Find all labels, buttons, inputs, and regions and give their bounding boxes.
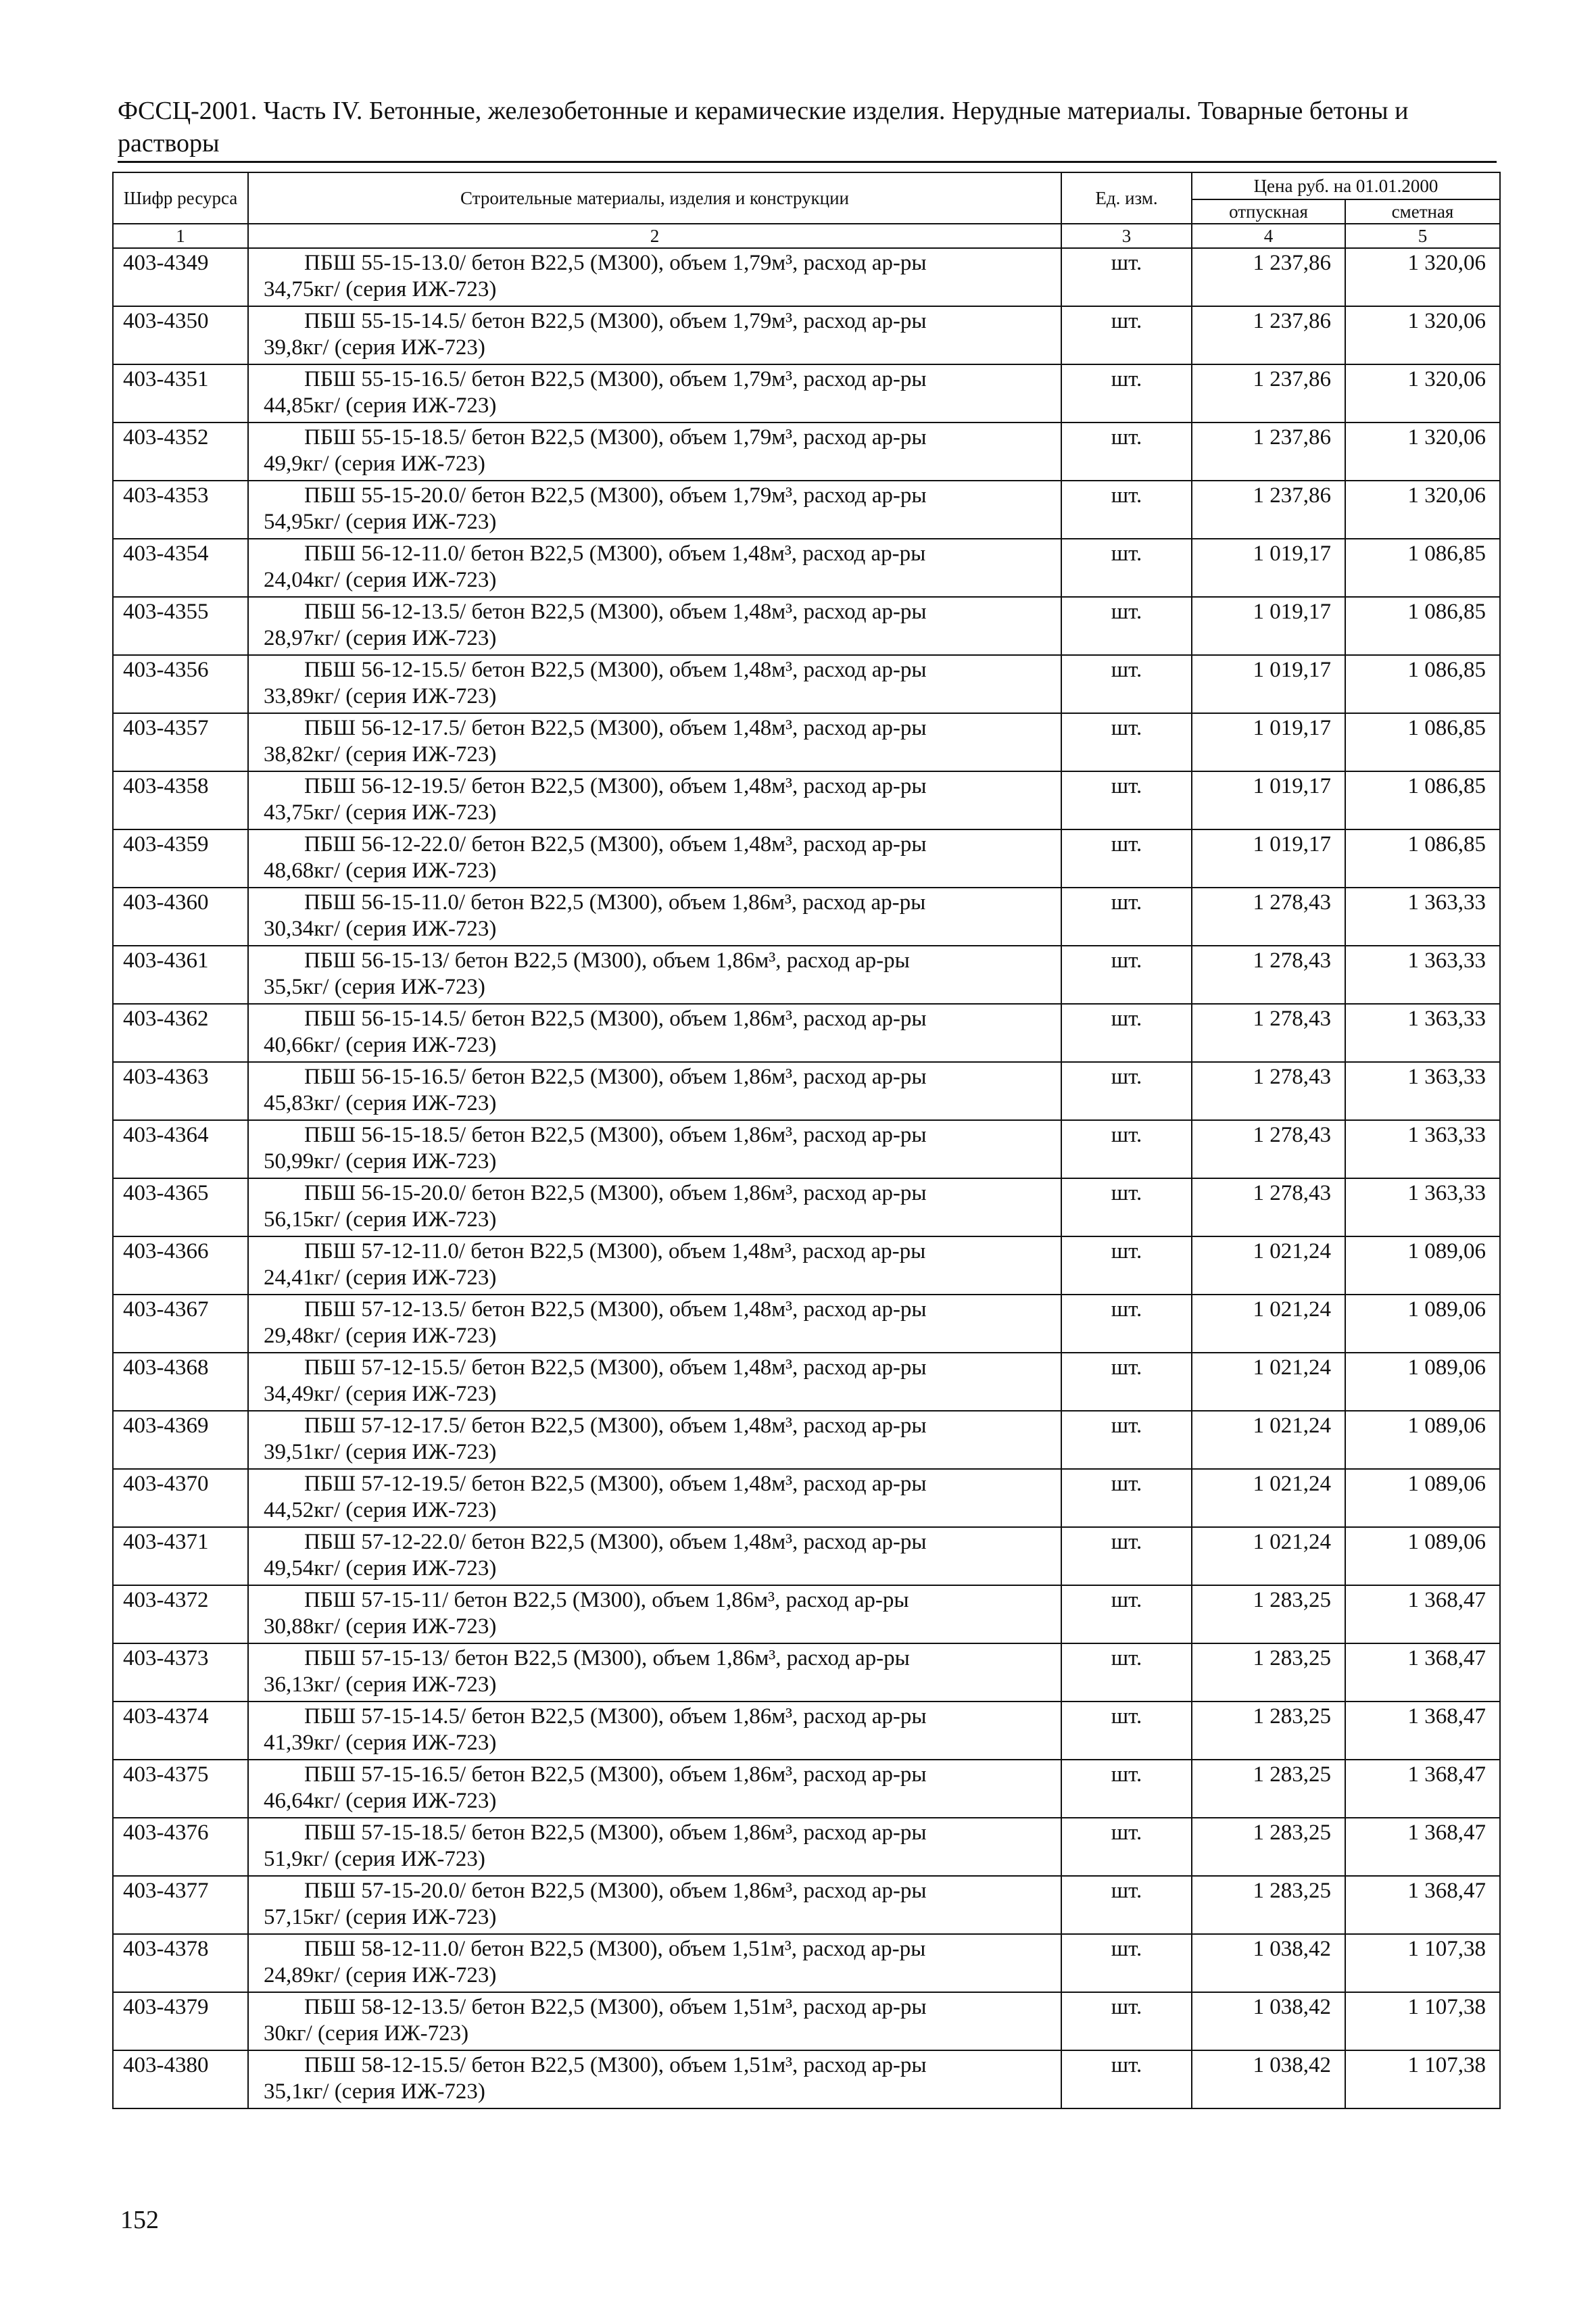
- unit: шт.: [1061, 1236, 1192, 1295]
- description-line-1: ПБШ 56-12-11.0/ бетон В22,5 (М300), объем 1,48м³, расход ар-ры: [304, 541, 926, 566]
- unit: шт.: [1061, 1353, 1192, 1411]
- resource-code: 403-4359: [113, 829, 248, 888]
- col-header-code: Шифр ресурса: [113, 172, 248, 224]
- release-price: 1 237,86: [1192, 306, 1345, 364]
- unit: шт.: [1061, 1992, 1192, 2050]
- description-line-1: ПБШ 58-12-11.0/ бетон В22,5 (М300), объем 1,51м³, расход ар-ры: [304, 1937, 926, 1961]
- description-line-1: ПБШ 58-12-13.5/ бетон В22,5 (М300), объем 1,51м³, расход ар-ры: [304, 1995, 927, 2019]
- material-description: [248, 1876, 1061, 1934]
- description-line-1: ПБШ 56-15-11.0/ бетон В22,5 (М300), объем 1,86м³, расход ар-ры: [304, 890, 926, 915]
- material-description: [248, 1585, 1061, 1643]
- estimate-price: 1 368,47: [1345, 1585, 1500, 1643]
- unit: шт.: [1061, 481, 1192, 539]
- material-description: [248, 1818, 1061, 1876]
- resource-code: 403-4379: [113, 1992, 248, 2050]
- description-line-1: ПБШ 57-15-11/ бетон В22,5 (М300), объем 1,86м³, расход ар-ры: [304, 1588, 909, 1612]
- release-price: 1 021,24: [1192, 1353, 1345, 1411]
- description-line-2: 44,85кг/ (серия ИЖ-723): [264, 393, 497, 418]
- material-description: [248, 481, 1061, 539]
- resource-code: 403-4366: [113, 1236, 248, 1295]
- material-description: [248, 539, 1061, 597]
- material-description: [248, 1702, 1061, 1760]
- description-line-2: 24,41кг/ (серия ИЖ-723): [264, 1265, 497, 1290]
- estimate-price: 1 086,85: [1345, 597, 1500, 655]
- material-description: [248, 829, 1061, 888]
- table-row: [113, 771, 1500, 829]
- resource-code: 403-4380: [113, 2050, 248, 2108]
- table-row: [113, 364, 1500, 423]
- description-line-2: 28,97кг/ (серия ИЖ-723): [264, 626, 497, 650]
- resource-code: 403-4363: [113, 1062, 248, 1120]
- description-line-2: 36,13кг/ (серия ИЖ-723): [264, 1672, 497, 1697]
- description-line-2: 40,66кг/ (серия ИЖ-723): [264, 1033, 497, 1057]
- description-line-2: 34,75кг/ (серия ИЖ-723): [264, 277, 497, 301]
- unit: шт.: [1061, 829, 1192, 888]
- estimate-price: 1 086,85: [1345, 655, 1500, 713]
- table-row: [113, 1818, 1500, 1876]
- col-number: 4: [1192, 224, 1345, 248]
- resource-code: 403-4370: [113, 1469, 248, 1527]
- resource-code: 403-4369: [113, 1411, 248, 1469]
- description-line-2: 34,49кг/ (серия ИЖ-723): [264, 1382, 497, 1406]
- release-price: 1 038,42: [1192, 1934, 1345, 1992]
- col-header-description: Строительные материалы, изделия и конструкции: [248, 172, 1061, 224]
- page-title: ФССЦ-2001. Часть IV. Бетонные, железобетонные и керамические изделия. Нерудные материалы. Товарные бетоны и растворы: [118, 95, 1497, 163]
- unit: шт.: [1061, 1120, 1192, 1178]
- unit: шт.: [1061, 1411, 1192, 1469]
- material-description: [248, 1178, 1061, 1236]
- release-price: 1 278,43: [1192, 1120, 1345, 1178]
- description-line-2: 24,04кг/ (серия ИЖ-723): [264, 568, 497, 592]
- resource-code: 403-4350: [113, 306, 248, 364]
- estimate-price: 1 107,38: [1345, 2050, 1500, 2108]
- unit: шт.: [1061, 1295, 1192, 1353]
- estimate-price: 1 089,06: [1345, 1353, 1500, 1411]
- table-row: [113, 2050, 1500, 2108]
- estimate-price: 1 107,38: [1345, 1992, 1500, 2050]
- unit: шт.: [1061, 1004, 1192, 1062]
- description-line-2: 41,39кг/ (серия ИЖ-723): [264, 1731, 497, 1755]
- estimate-price: 1 320,06: [1345, 248, 1500, 306]
- unit: шт.: [1061, 248, 1192, 306]
- unit: шт.: [1061, 364, 1192, 423]
- col-number: 5: [1345, 224, 1500, 248]
- release-price: 1 021,24: [1192, 1469, 1345, 1527]
- release-price: 1 283,25: [1192, 1760, 1345, 1818]
- unit: шт.: [1061, 1178, 1192, 1236]
- description-line-2: 54,95кг/ (серия ИЖ-723): [264, 510, 497, 534]
- material-description: [248, 1643, 1061, 1702]
- table-row: [113, 1760, 1500, 1818]
- description-line-2: 49,9кг/ (серия ИЖ-723): [264, 452, 485, 476]
- description-line-1: ПБШ 56-15-16.5/ бетон В22,5 (М300), объем 1,86м³, расход ар-ры: [304, 1065, 927, 1089]
- material-description: [248, 248, 1061, 306]
- material-description: [248, 597, 1061, 655]
- resource-code: 403-4362: [113, 1004, 248, 1062]
- estimate-price: 1 086,85: [1345, 713, 1500, 771]
- description-line-2: 46,64кг/ (серия ИЖ-723): [264, 1789, 497, 1813]
- resource-code: 403-4365: [113, 1178, 248, 1236]
- material-description: [248, 1469, 1061, 1527]
- estimate-price: 1 089,06: [1345, 1411, 1500, 1469]
- material-description: [248, 888, 1061, 946]
- description-line-2: 56,15кг/ (серия ИЖ-723): [264, 1207, 497, 1232]
- price-table: [112, 172, 1501, 2109]
- table-row: [113, 1469, 1500, 1527]
- material-description: [248, 364, 1061, 423]
- table-row: [113, 1527, 1500, 1585]
- description-line-2: 35,5кг/ (серия ИЖ-723): [264, 975, 485, 999]
- release-price: 1 237,86: [1192, 423, 1345, 481]
- resource-code: 403-4358: [113, 771, 248, 829]
- description-line-2: 57,15кг/ (серия ИЖ-723): [264, 1905, 497, 1929]
- description-line-1: ПБШ 58-12-15.5/ бетон В22,5 (М300), объем 1,51м³, расход ар-ры: [304, 2053, 927, 2077]
- unit: шт.: [1061, 713, 1192, 771]
- col-header-price-group: Цена руб. на 01.01.2000: [1192, 172, 1500, 199]
- material-description: [248, 1760, 1061, 1818]
- resource-code: 403-4360: [113, 888, 248, 946]
- release-price: 1 019,17: [1192, 539, 1345, 597]
- table-row: [113, 1120, 1500, 1178]
- description-line-2: 30,34кг/ (серия ИЖ-723): [264, 917, 497, 941]
- col-number: 2: [248, 224, 1061, 248]
- table-row: [113, 1295, 1500, 1353]
- table-header: [113, 172, 1500, 248]
- unit: шт.: [1061, 771, 1192, 829]
- material-description: [248, 2050, 1061, 2108]
- unit: шт.: [1061, 655, 1192, 713]
- estimate-price: 1 320,06: [1345, 364, 1500, 423]
- resource-code: 403-4367: [113, 1295, 248, 1353]
- resource-code: 403-4368: [113, 1353, 248, 1411]
- estimate-price: 1 368,47: [1345, 1818, 1500, 1876]
- estimate-price: 1 363,33: [1345, 946, 1500, 1004]
- release-price: 1 283,25: [1192, 1702, 1345, 1760]
- material-description: [248, 1353, 1061, 1411]
- release-price: 1 021,24: [1192, 1527, 1345, 1585]
- description-line-2: 50,99кг/ (серия ИЖ-723): [264, 1149, 497, 1174]
- description-line-2: 43,75кг/ (серия ИЖ-723): [264, 800, 497, 825]
- release-price: 1 021,24: [1192, 1236, 1345, 1295]
- unit: шт.: [1061, 946, 1192, 1004]
- description-line-1: ПБШ 56-15-13/ бетон В22,5 (М300), объем 1,86м³, расход ар-ры: [304, 948, 910, 973]
- release-price: 1 237,86: [1192, 248, 1345, 306]
- page-number: 152: [120, 2206, 159, 2234]
- description-line-2: 33,89кг/ (серия ИЖ-723): [264, 684, 497, 708]
- release-price: 1 237,86: [1192, 364, 1345, 423]
- estimate-price: 1 320,06: [1345, 481, 1500, 539]
- table-row: [113, 829, 1500, 888]
- release-price: 1 019,17: [1192, 655, 1345, 713]
- material-description: [248, 946, 1061, 1004]
- estimate-price: 1 368,47: [1345, 1876, 1500, 1934]
- estimate-price: 1 089,06: [1345, 1295, 1500, 1353]
- release-price: 1 278,43: [1192, 1062, 1345, 1120]
- description-line-1: ПБШ 56-12-22.0/ бетон В22,5 (М300), объем 1,48м³, расход ар-ры: [304, 832, 927, 857]
- estimate-price: 1 320,06: [1345, 423, 1500, 481]
- estimate-price: 1 363,33: [1345, 1062, 1500, 1120]
- description-line-2: 30кг/ (серия ИЖ-723): [264, 2021, 469, 2046]
- description-line-2: 39,8кг/ (серия ИЖ-723): [264, 335, 485, 360]
- table-row: [113, 1585, 1500, 1643]
- release-price: 1 237,86: [1192, 481, 1345, 539]
- resource-code: 403-4372: [113, 1585, 248, 1643]
- description-line-1: ПБШ 55-15-14.5/ бетон В22,5 (М300), объем 1,79м³, расход ар-ры: [304, 309, 927, 333]
- table-row: [113, 1411, 1500, 1469]
- unit: шт.: [1061, 888, 1192, 946]
- table-body: [113, 248, 1500, 2108]
- table-row: [113, 481, 1500, 539]
- unit: шт.: [1061, 1062, 1192, 1120]
- unit: шт.: [1061, 2050, 1192, 2108]
- resource-code: 403-4351: [113, 364, 248, 423]
- description-line-2: 30,88кг/ (серия ИЖ-723): [264, 1614, 497, 1639]
- material-description: [248, 1120, 1061, 1178]
- estimate-price: 1 363,33: [1345, 1178, 1500, 1236]
- table-row: [113, 1934, 1500, 1992]
- estimate-price: 1 363,33: [1345, 1004, 1500, 1062]
- description-line-1: ПБШ 57-15-20.0/ бетон В22,5 (М300), объем 1,86м³, расход ар-ры: [304, 1879, 927, 1903]
- description-line-1: ПБШ 57-12-11.0/ бетон В22,5 (М300), объем 1,48м³, расход ар-ры: [304, 1239, 926, 1263]
- description-line-1: ПБШ 56-12-15.5/ бетон В22,5 (М300), объем 1,48м³, расход ар-ры: [304, 658, 927, 682]
- table-row: [113, 1178, 1500, 1236]
- description-line-1: ПБШ 56-15-18.5/ бетон В22,5 (М300), объем 1,86м³, расход ар-ры: [304, 1123, 927, 1147]
- resource-code: 403-4352: [113, 423, 248, 481]
- material-description: [248, 1527, 1061, 1585]
- resource-code: 403-4356: [113, 655, 248, 713]
- table-row: [113, 1643, 1500, 1702]
- col-header-release-price: отпускная: [1192, 199, 1345, 224]
- release-price: 1 021,24: [1192, 1411, 1345, 1469]
- description-line-2: 24,89кг/ (серия ИЖ-723): [264, 1963, 497, 1987]
- col-header-unit: Ед. изм.: [1061, 172, 1192, 224]
- release-price: 1 278,43: [1192, 888, 1345, 946]
- material-description: [248, 306, 1061, 364]
- material-description: [248, 655, 1061, 713]
- description-line-1: ПБШ 56-15-20.0/ бетон В22,5 (М300), объем 1,86м³, расход ар-ры: [304, 1181, 927, 1205]
- description-line-1: ПБШ 57-12-13.5/ бетон В22,5 (М300), объем 1,48м³, расход ар-ры: [304, 1297, 927, 1322]
- release-price: 1 019,17: [1192, 771, 1345, 829]
- release-price: 1 038,42: [1192, 2050, 1345, 2108]
- table-row: [113, 1992, 1500, 2050]
- release-price: 1 278,43: [1192, 946, 1345, 1004]
- resource-code: 403-4375: [113, 1760, 248, 1818]
- release-price: 1 021,24: [1192, 1295, 1345, 1353]
- release-price: 1 278,43: [1192, 1178, 1345, 1236]
- description-line-2: 48,68кг/ (серия ИЖ-723): [264, 859, 497, 883]
- release-price: 1 038,42: [1192, 1992, 1345, 2050]
- resource-code: 403-4355: [113, 597, 248, 655]
- release-price: 1 278,43: [1192, 1004, 1345, 1062]
- description-line-2: 51,9кг/ (серия ИЖ-723): [264, 1847, 485, 1871]
- description-line-1: ПБШ 57-15-16.5/ бетон В22,5 (М300), объем 1,86м³, расход ар-ры: [304, 1762, 927, 1787]
- resource-code: 403-4378: [113, 1934, 248, 1992]
- table-row: [113, 888, 1500, 946]
- description-line-2: 35,1кг/ (серия ИЖ-723): [264, 2079, 485, 2104]
- estimate-price: 1 368,47: [1345, 1643, 1500, 1702]
- resource-code: 403-4357: [113, 713, 248, 771]
- description-line-2: 29,48кг/ (серия ИЖ-723): [264, 1324, 497, 1348]
- material-description: [248, 1004, 1061, 1062]
- estimate-price: 1 089,06: [1345, 1236, 1500, 1295]
- estimate-price: 1 107,38: [1345, 1934, 1500, 1992]
- table-row: [113, 248, 1500, 306]
- table-row: [113, 539, 1500, 597]
- description-line-1: ПБШ 55-15-18.5/ бетон В22,5 (М300), объем 1,79м³, расход ар-ры: [304, 425, 927, 450]
- col-header-estimate-price: сметная: [1345, 199, 1500, 224]
- description-line-1: ПБШ 57-12-15.5/ бетон В22,5 (М300), объем 1,48м³, расход ар-ры: [304, 1355, 927, 1380]
- release-price: 1 283,25: [1192, 1585, 1345, 1643]
- table-row: [113, 1702, 1500, 1760]
- material-description: [248, 1062, 1061, 1120]
- estimate-price: 1 086,85: [1345, 829, 1500, 888]
- description-line-2: 45,83кг/ (серия ИЖ-723): [264, 1091, 497, 1115]
- estimate-price: 1 089,06: [1345, 1469, 1500, 1527]
- material-description: [248, 1992, 1061, 2050]
- estimate-price: 1 363,33: [1345, 888, 1500, 946]
- estimate-price: 1 368,47: [1345, 1702, 1500, 1760]
- table-row: [113, 1876, 1500, 1934]
- resource-code: 403-4374: [113, 1702, 248, 1760]
- description-line-1: ПБШ 57-15-18.5/ бетон В22,5 (М300), объем 1,86м³, расход ар-ры: [304, 1820, 927, 1845]
- table-row: [113, 946, 1500, 1004]
- resource-code: 403-4349: [113, 248, 248, 306]
- material-description: [248, 771, 1061, 829]
- resource-code: 403-4361: [113, 946, 248, 1004]
- unit: шт.: [1061, 1469, 1192, 1527]
- description-line-1: ПБШ 56-12-17.5/ бетон В22,5 (М300), объем 1,48м³, расход ар-ры: [304, 716, 927, 740]
- material-description: [248, 1236, 1061, 1295]
- material-description: [248, 1295, 1061, 1353]
- table-row: [113, 306, 1500, 364]
- unit: шт.: [1061, 1702, 1192, 1760]
- description-line-2: 44,52кг/ (серия ИЖ-723): [264, 1498, 497, 1522]
- unit: шт.: [1061, 1527, 1192, 1585]
- resource-code: 403-4353: [113, 481, 248, 539]
- estimate-price: 1 320,06: [1345, 306, 1500, 364]
- unit: шт.: [1061, 597, 1192, 655]
- description-line-1: ПБШ 57-12-22.0/ бетон В22,5 (М300), объем 1,48м³, расход ар-ры: [304, 1530, 927, 1554]
- table-row: [113, 423, 1500, 481]
- release-price: 1 283,25: [1192, 1876, 1345, 1934]
- estimate-price: 1 363,33: [1345, 1120, 1500, 1178]
- unit: шт.: [1061, 1934, 1192, 1992]
- description-line-1: ПБШ 56-12-13.5/ бетон В22,5 (М300), объем 1,48м³, расход ар-ры: [304, 600, 927, 624]
- release-price: 1 283,25: [1192, 1643, 1345, 1702]
- description-line-1: ПБШ 56-12-19.5/ бетон В22,5 (М300), объем 1,48м³, расход ар-ры: [304, 774, 927, 798]
- table-row: [113, 1004, 1500, 1062]
- table-row: [113, 1062, 1500, 1120]
- description-line-1: ПБШ 57-12-17.5/ бетон В22,5 (М300), объем 1,48м³, расход ар-ры: [304, 1414, 927, 1438]
- table-row: [113, 1236, 1500, 1295]
- table-row: [113, 655, 1500, 713]
- unit: шт.: [1061, 1643, 1192, 1702]
- release-price: 1 019,17: [1192, 713, 1345, 771]
- release-price: 1 019,17: [1192, 829, 1345, 888]
- description-line-1: ПБШ 56-15-14.5/ бетон В22,5 (М300), объем 1,86м³, расход ар-ры: [304, 1007, 927, 1031]
- release-price: 1 019,17: [1192, 597, 1345, 655]
- estimate-price: 1 368,47: [1345, 1760, 1500, 1818]
- estimate-price: 1 086,85: [1345, 771, 1500, 829]
- resource-code: 403-4371: [113, 1527, 248, 1585]
- resource-code: 403-4373: [113, 1643, 248, 1702]
- table-row: [113, 597, 1500, 655]
- material-description: [248, 1934, 1061, 1992]
- table-row: [113, 1353, 1500, 1411]
- material-description: [248, 1411, 1061, 1469]
- description-line-1: ПБШ 57-15-13/ бетон В22,5 (М300), объем 1,86м³, расход ар-ры: [304, 1646, 910, 1670]
- col-number: 3: [1061, 224, 1192, 248]
- release-price: 1 283,25: [1192, 1818, 1345, 1876]
- resource-code: 403-4376: [113, 1818, 248, 1876]
- description-line-1: ПБШ 57-15-14.5/ бетон В22,5 (М300), объем 1,86м³, расход ар-ры: [304, 1704, 927, 1729]
- estimate-price: 1 089,06: [1345, 1527, 1500, 1585]
- description-line-2: 49,54кг/ (серия ИЖ-723): [264, 1556, 497, 1581]
- unit: шт.: [1061, 1876, 1192, 1934]
- material-description: [248, 423, 1061, 481]
- col-number: 1: [113, 224, 248, 248]
- estimate-price: 1 086,85: [1345, 539, 1500, 597]
- table-row: [113, 713, 1500, 771]
- description-line-2: 38,82кг/ (серия ИЖ-723): [264, 742, 497, 767]
- unit: шт.: [1061, 423, 1192, 481]
- unit: шт.: [1061, 1818, 1192, 1876]
- unit: шт.: [1061, 539, 1192, 597]
- unit: шт.: [1061, 1760, 1192, 1818]
- unit: шт.: [1061, 1585, 1192, 1643]
- resource-code: 403-4364: [113, 1120, 248, 1178]
- description-line-1: ПБШ 55-15-20.0/ бетон В22,5 (М300), объем 1,79м³, расход ар-ры: [304, 483, 927, 508]
- description-line-1: ПБШ 55-15-13.0/ бетон В22,5 (М300), объем 1,79м³, расход ар-ры: [304, 251, 927, 275]
- resource-code: 403-4377: [113, 1876, 248, 1934]
- description-line-2: 39,51кг/ (серия ИЖ-723): [264, 1440, 497, 1464]
- resource-code: 403-4354: [113, 539, 248, 597]
- material-description: [248, 713, 1061, 771]
- description-line-1: ПБШ 57-12-19.5/ бетон В22,5 (М300), объем 1,48м³, расход ар-ры: [304, 1472, 927, 1496]
- unit: шт.: [1061, 306, 1192, 364]
- description-line-1: ПБШ 55-15-16.5/ бетон В22,5 (М300), объем 1,79м³, расход ар-ры: [304, 367, 927, 391]
